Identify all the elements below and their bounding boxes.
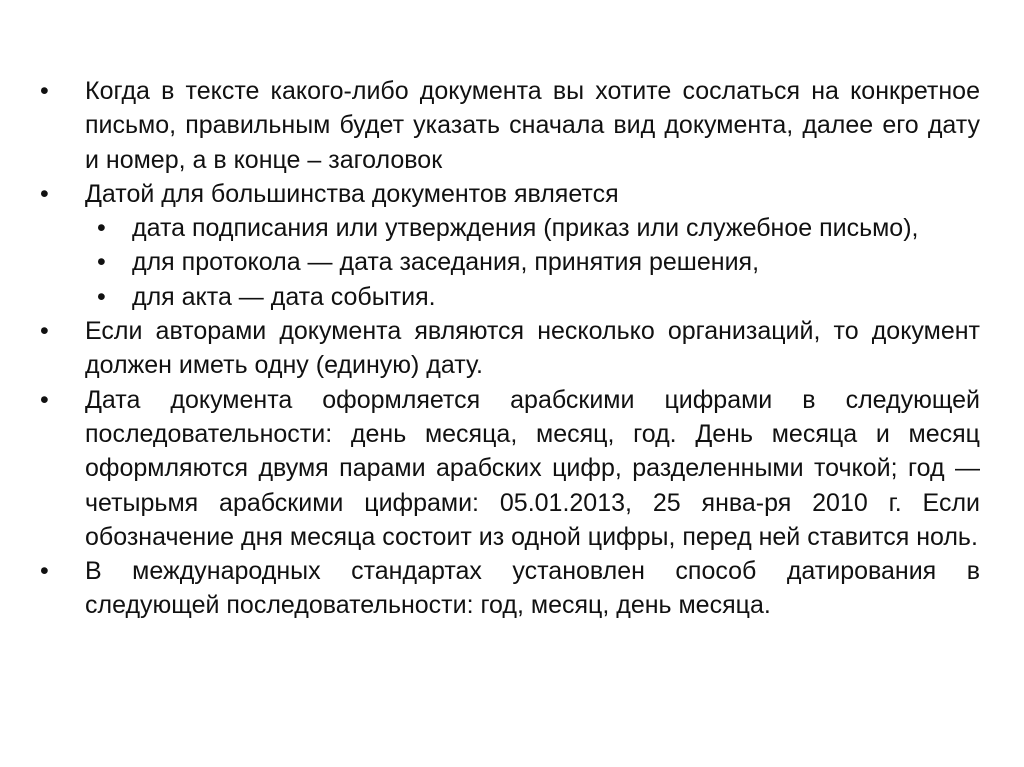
bullet-text: Если авторами документа являются несколько организаций, то документ должен иметь одну (единую) дату. xyxy=(85,317,980,380)
sub-bullet-item xyxy=(40,211,980,245)
bullet-icon: • xyxy=(40,317,49,346)
bullet-item xyxy=(40,383,980,554)
bullet-text: Датой для большинства документов является xyxy=(85,179,619,208)
bullet-icon: • xyxy=(40,179,49,208)
bullet-text: Когда в тексте какого-либо документа вы хотите сослаться на конкретное письмо, правильным будет указать сначала вид документа, далее его дату и номер, а в конце – заголовок xyxy=(85,77,980,174)
bullet-icon: • xyxy=(40,385,49,414)
bullet-list xyxy=(40,74,980,623)
bullet-icon: • xyxy=(40,557,49,586)
sub-bullet-text: дата подписания или утверждения (приказ или служебное письмо), xyxy=(132,214,919,243)
bullet-item xyxy=(40,554,980,623)
sub-bullet-item xyxy=(40,245,980,279)
bullet-item xyxy=(40,177,980,211)
bullet-icon: • xyxy=(97,214,106,243)
bullet-item xyxy=(40,314,980,383)
bullet-text: Дата документа оформляется арабскими цифрами в следующей последовательности: день месяца, месяц, год. День месяца и месяц оформляются двумя парами арабских цифр, разделенными точкой; год — четырьмя арабскими цифрами: 05.01.2013, 25 янва-ря 2010 г. Если обозначение дня месяца состоит из одной цифры, перед ней ставится ноль. xyxy=(85,385,980,551)
bullet-item xyxy=(40,74,980,177)
sub-bullet-text: для акта — дата события. xyxy=(132,282,436,311)
sub-bullet-item xyxy=(40,280,980,314)
bullet-icon: • xyxy=(97,248,106,277)
bullet-text: В международных стандартах установлен способ датирования в следующей последовательности: год, месяц, день месяца. xyxy=(85,557,980,620)
bullet-icon: • xyxy=(40,77,49,105)
sub-bullet-text: для протокола — дата заседания, принятия решения, xyxy=(132,248,760,277)
bullet-icon: • xyxy=(97,282,106,311)
